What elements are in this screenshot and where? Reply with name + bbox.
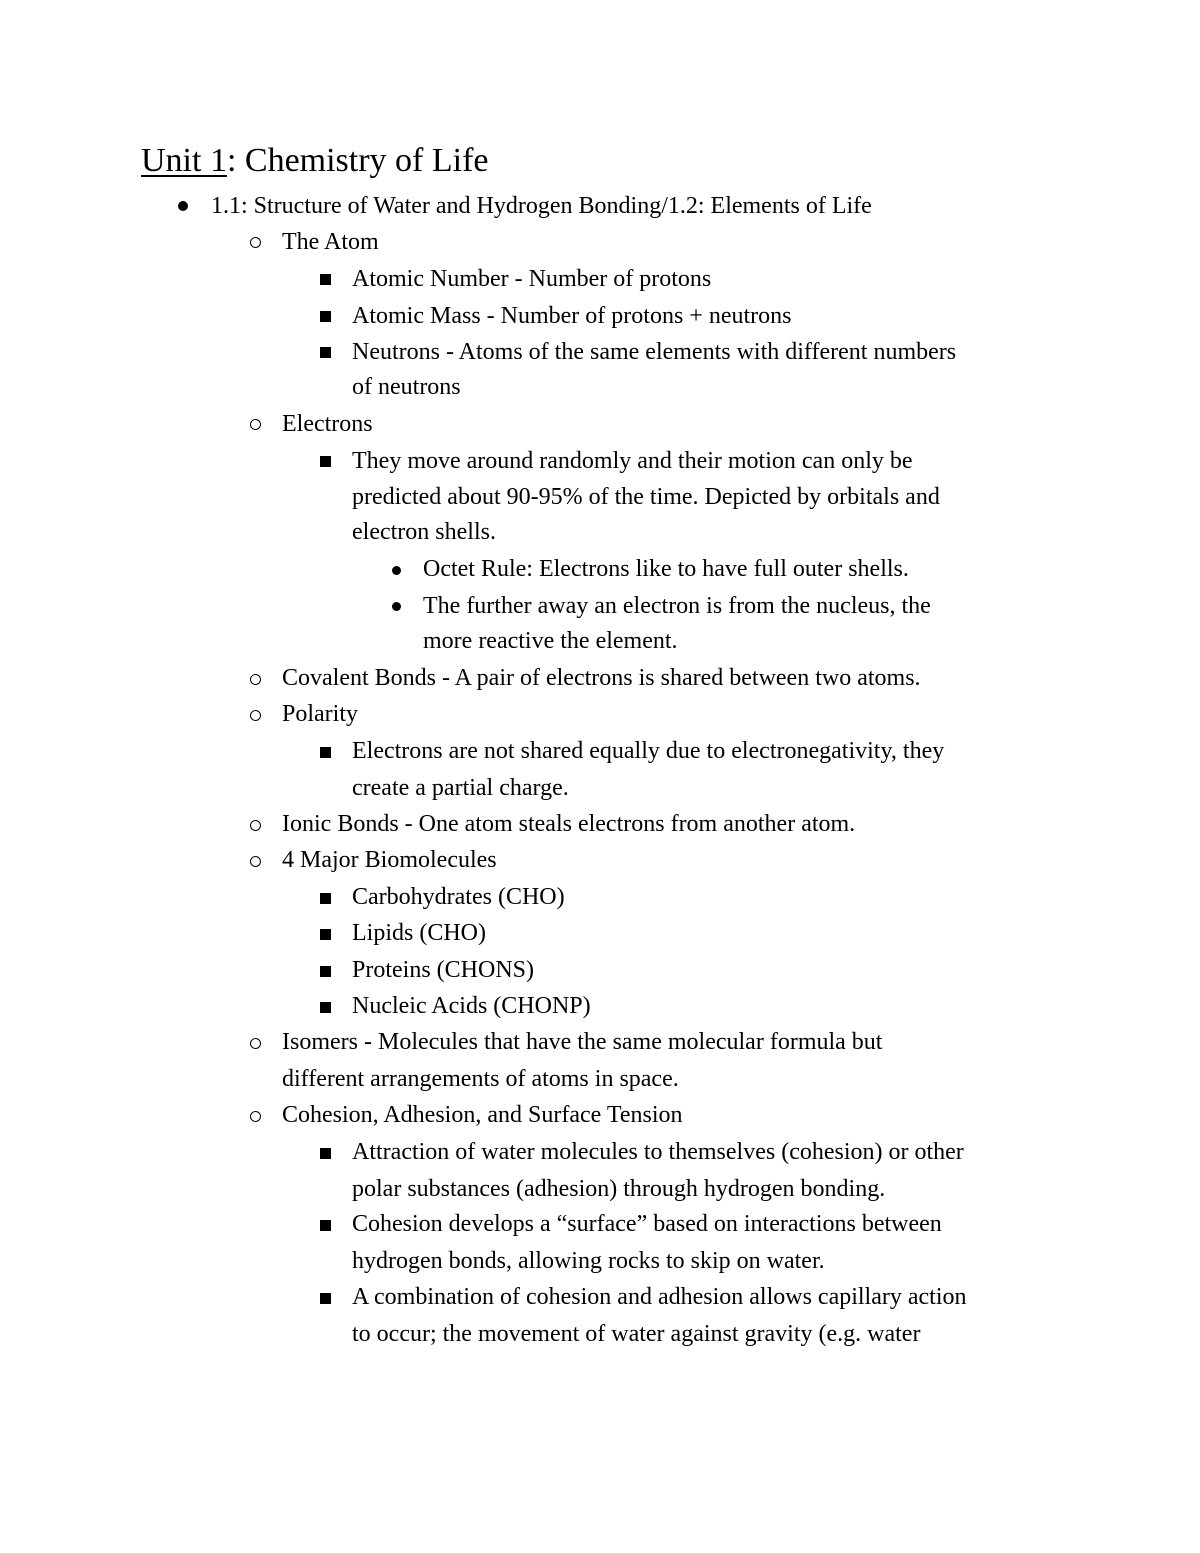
list-item-level3-continuation: of neutrons [352,374,461,400]
list-item-level3-continuation: create a partial charge. [352,775,569,801]
bullet-hollow-circle-icon [250,674,261,685]
list-item-level3: Lipids (CHO) [352,920,486,946]
list-item-level3-continuation: to occur; the movement of water against gravity (e.g. water [352,1321,921,1347]
bullet-hollow-circle-icon [250,820,261,831]
list-item-level3-continuation: predicted about 90-95% of the time. Depicted by orbitals and [352,484,940,510]
list-item-level3: Carbohydrates (CHO) [352,884,565,910]
bullet-square-icon [320,747,331,758]
bullet-hollow-circle-icon [250,856,261,867]
list-item-level2: Cohesion, Adhesion, and Surface Tension [282,1102,683,1128]
bullet-filled-circle-icon [392,602,401,611]
list-item-level4: The further away an electron is from the nucleus, the [423,593,931,619]
bullet-square-icon [320,893,331,904]
list-item-level3: A combination of cohesion and adhesion allows capillary action [352,1284,967,1310]
list-item-level2: The Atom [282,229,379,255]
bullet-square-icon [320,1293,331,1304]
bullet-hollow-circle-icon [250,419,261,430]
bullet-square-icon [320,1220,331,1231]
list-item-level4-continuation: more reactive the element. [423,628,678,654]
bullet-filled-circle-icon [392,566,401,575]
list-item-level3: Nucleic Acids (CHONP) [352,993,591,1019]
title-unit: Unit 1 [141,142,227,179]
bullet-square-icon [320,347,331,358]
list-item-level3: Cohesion develops a “surface” based on interactions between [352,1211,942,1237]
bullet-square-icon [320,1148,331,1159]
list-item-level2: Electrons [282,411,373,437]
list-item-level3-continuation: polar substances (adhesion) through hydrogen bonding. [352,1176,886,1202]
bullet-hollow-circle-icon [250,710,261,721]
bullet-square-icon [320,966,331,977]
bullet-square-icon [320,274,331,285]
title-rest: : Chemistry of Life [226,142,489,179]
list-item-level3: Neutrons - Atoms of the same elements with different numbers [352,339,957,365]
list-item-level3: Proteins (CHONS) [352,957,535,983]
list-item-level2-continuation: different arrangements of atoms in space. [282,1066,679,1092]
list-item-level2: Polarity [282,701,358,727]
list-item-level3-continuation: electron shells. [352,519,496,545]
bullet-square-icon [320,1002,331,1013]
bullet-hollow-circle-icon [250,237,261,248]
list-item-level2: 4 Major Biomolecules [282,847,497,873]
list-item-level3: They move around randomly and their motion can only be [352,448,913,474]
list-item-level1: 1.1: Structure of Water and Hydrogen Bonding/1.2: Elements of Life [211,193,872,219]
bullet-hollow-circle-icon [250,1111,261,1122]
bullet-square-icon [320,456,331,467]
list-item-level2: Ionic Bonds - One atom steals electrons from another atom. [282,811,856,837]
bullet-filled-circle-icon [178,201,188,211]
list-item-level2: Isomers - Molecules that have the same molecular formula but [282,1029,883,1055]
page-title [141,141,489,181]
bullet-hollow-circle-icon [250,1038,261,1049]
list-item-level3-continuation: hydrogen bonds, allowing rocks to skip on water. [352,1248,825,1274]
list-item-level3: Atomic Number - Number of protons [352,266,712,292]
list-item-level3: Attraction of water molecules to themselves (cohesion) or other [352,1139,964,1165]
bullet-square-icon [320,929,331,940]
list-item-level3: Electrons are not shared equally due to electronegativity, they [352,738,945,764]
bullet-square-icon [320,311,331,322]
list-item-level2: Covalent Bonds - A pair of electrons is shared between two atoms. [282,665,921,691]
list-item-level3: Atomic Mass - Number of protons + neutrons [352,303,792,329]
list-item-level4: Octet Rule: Electrons like to have full outer shells. [423,556,909,582]
